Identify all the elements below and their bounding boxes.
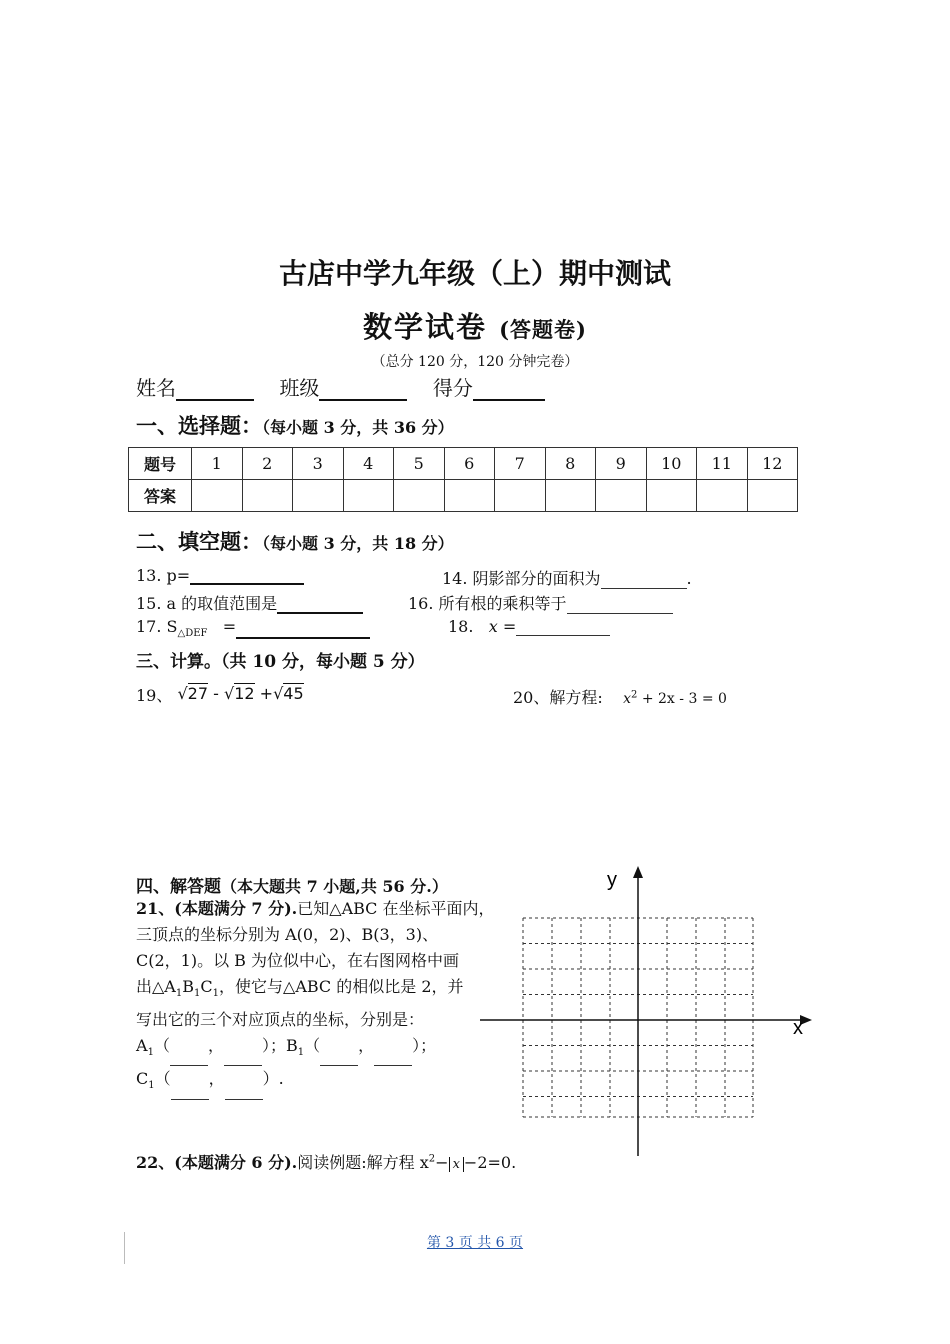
q19-radicand-c: 45 [283,684,304,703]
section3-heading: 三、计算。（共 10 分，每小题 5 分） [136,652,425,672]
q17-blank[interactable] [236,621,370,639]
answer-cell[interactable] [444,480,495,512]
answer-table-number-row [129,448,798,480]
q19-label: 19、 [136,686,173,705]
class-blank[interactable] [319,379,407,401]
b1-paren-open: （ [304,1036,321,1056]
section2-heading [136,526,454,556]
c1-label: C [136,1069,149,1089]
q19-plus: + [259,684,274,703]
class-label: 班级 [279,376,320,400]
q18-equals: x = [488,617,517,636]
y-axis-arrow-icon [633,866,643,878]
q18-label: 18. [448,617,474,636]
q21-line5: 写出它的三个对应顶点的坐标，分别是： [136,1010,425,1030]
q21-line3: C(2，1)。以 B 为位似中心，在右图网格中画 [136,951,460,970]
q13-label: 13. p= [136,566,191,585]
q20-label: 20、解方程: [513,688,603,707]
q13 [136,566,304,585]
a1-paren-open: （ [153,1036,170,1056]
a1-sub: 1 [147,1047,154,1059]
subtitle-main: 数学试卷 [363,310,488,344]
q18-blank[interactable] [516,619,610,636]
q20-var: x [623,691,632,707]
answer-cell[interactable] [545,480,596,512]
q19-minus: - [213,684,219,703]
b1-y-blank[interactable] [374,1049,412,1066]
answer-cell[interactable] [343,480,394,512]
b1-label: B [285,1036,298,1056]
q21-text1: 已知△ABC 在坐标平面内， [297,899,495,918]
a1-y-blank[interactable] [224,1049,262,1066]
exam-title: 古店中学九年级（上）期中测试 [278,257,671,290]
q19-radicand-a: 27 [187,684,209,703]
q14-blank[interactable] [601,572,687,589]
q21-text4a: 出△A [136,977,176,996]
student-info [136,372,545,401]
q22-text-c: −2=0. [463,1153,517,1172]
q22-exponent: 2 [428,1153,436,1165]
a1-paren-close: ）； [261,1036,286,1056]
q21-text4d: ，使它与△ABC 的相似比是 2，并 [219,977,464,996]
name-blank[interactable] [176,379,254,401]
q19 [136,681,304,704]
score-label: 得分 [432,376,473,400]
section1-title: 一、选择题： [136,413,262,438]
answer-cell[interactable] [293,480,344,512]
q21-text4b: B [182,977,195,996]
coordinate-grid[interactable] [470,860,830,1170]
c1-y-blank[interactable] [225,1083,263,1100]
q16 [408,591,673,614]
sqrt-icon: √ [224,684,235,703]
section4-heading [136,872,448,897]
q22-text-b: − [435,1153,449,1172]
answer-cell[interactable] [596,480,647,512]
q21-answers-ab [136,1033,495,1066]
question-number: 11 [697,448,748,480]
answer-table-answer-row [129,480,798,512]
q21-text4c: C [200,977,213,996]
sqrt-icon: √ [177,684,188,703]
c1-x-blank[interactable] [171,1083,209,1100]
c1-sub: 1 [148,1080,155,1092]
q13-blank[interactable] [190,567,304,585]
q21-sub3: 1 [212,988,220,1000]
subtitle-paren: (答题卷) [499,317,587,342]
c1-comma: ， [208,1069,225,1089]
table-header-label: 题号 [129,448,192,480]
q21-answers-c [136,1066,495,1099]
q18 [448,617,610,636]
a1-x-blank[interactable] [170,1049,208,1066]
question-number: 7 [495,448,546,480]
b1-x-blank[interactable] [320,1049,358,1066]
c1-paren-open: （ [154,1069,171,1089]
page-number[interactable]: 第 3 页 共 6 页 [426,1235,524,1251]
answer-cell[interactable] [697,480,748,512]
q21-line4 [136,974,495,1007]
exam-subtitle [0,305,950,346]
q15 [136,591,363,614]
q20-exponent: 2 [631,689,638,701]
q14-label: 14. 阴影部分的面积为 [442,569,601,588]
x-axis-label: x [793,1017,803,1039]
q21-sub2: 1 [194,988,201,1000]
question-number: 9 [596,448,647,480]
q17-subscript: △DEF [177,628,208,640]
question-number: 10 [646,448,697,480]
q17-label: 17. S [136,617,178,636]
question-number: 3 [293,448,344,480]
answer-cell[interactable] [242,480,293,512]
q21-line1 [136,896,495,922]
q22-label: 22、(本题满分 6 分). [136,1153,298,1172]
q20-rest: + 2x - 3 = 0 [637,691,727,707]
section1-heading [136,410,454,440]
q21-block [136,896,495,1100]
answer-cell[interactable] [747,480,798,512]
q16-blank[interactable] [567,597,673,614]
a1-label: A [136,1036,148,1056]
q22 [136,1150,516,1173]
b1-sub: 1 [297,1047,305,1059]
q15-label: 15. a 的取值范围是 [136,594,278,613]
q20-equation [623,691,727,707]
answer-cell[interactable] [495,480,546,512]
answer-table [128,447,798,512]
q17 [136,617,370,639]
answer-cell[interactable] [192,480,243,512]
y-axis-label: y [607,869,617,891]
section2-title: 二、填空题： [136,529,262,554]
q16-label: 16. 所有根的乘积等于 [408,594,567,613]
question-number: 8 [545,448,596,480]
sqrt-icon: √ [273,684,284,703]
q19-radicand-b: 12 [234,684,255,703]
q14-end: . [686,569,692,588]
q21-label: 21、(本题满分 7 分). [136,899,298,918]
question-number: 6 [444,448,495,480]
q21-sub1: 1 [175,988,183,1000]
b1-comma: ， [358,1036,375,1056]
q19-expression [177,684,303,703]
question-number: 4 [343,448,394,480]
name-label: 姓名 [136,376,176,400]
section2-detail: （每小题 3 分，共 18 分） [262,534,454,553]
answer-cell[interactable] [646,480,697,512]
question-number: 1 [192,448,243,480]
b1-paren-close: ）； [412,1036,437,1056]
answer-cell[interactable] [394,480,445,512]
section4-detail: （本大题共 7 小题,共 56 分.） [221,877,448,896]
q17-equals: = [222,617,237,636]
table-answer-label: 答案 [129,480,192,512]
question-number: 2 [242,448,293,480]
q15-blank[interactable] [277,596,363,614]
q21-line2: 三顶点的坐标分别为 A(0，2)、B(3，3)、 [136,925,439,944]
score-blank[interactable] [473,379,545,401]
section1-detail: （每小题 3 分，共 36 分） [262,418,454,437]
question-number: 12 [747,448,798,480]
q20 [513,685,727,708]
q22-text-a: 阅读例题:解方程 x [297,1153,429,1172]
c1-paren-close: ）. [262,1069,284,1089]
exam-note: （总分 120 分，120 分钟完卷） [371,354,579,370]
q22-abs-value: x [449,1157,464,1172]
a1-comma: ， [207,1036,224,1056]
question-number: 5 [394,448,445,480]
q14 [442,566,692,589]
section4-title: 四、解答题 [136,877,221,897]
